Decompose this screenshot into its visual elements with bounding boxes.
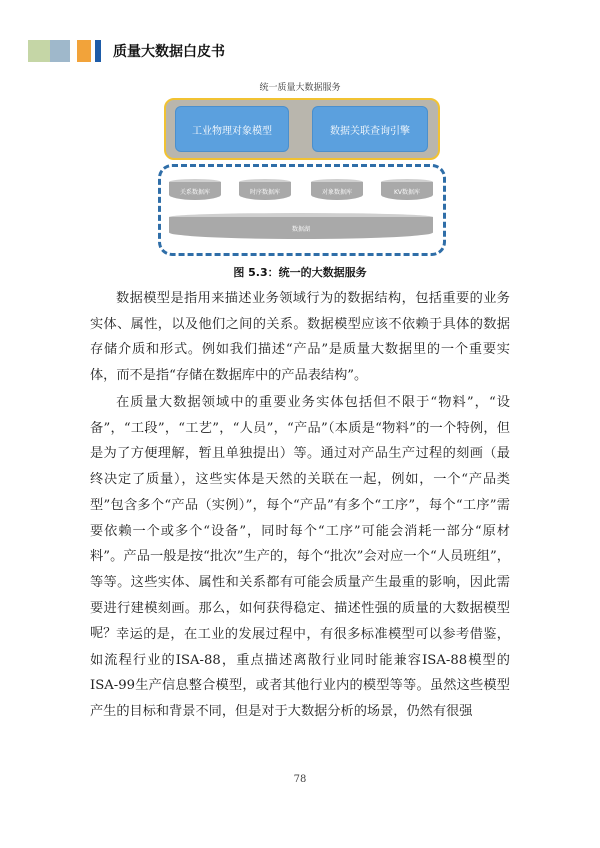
relational-db-cylinder (169, 179, 221, 203)
storage-layer-box (158, 164, 446, 256)
paragraph-3: 幸运的是，在工业的发展过程中，有很多标准模型可以参考借鉴，如流程行业的ISA-88，重点描述离散行业同时能兼容ISA-88模型的ISA-99生产信息整合模型，或者其他行业内的模型等等。虽然这些模型产生的目标和背景不同，但是对于大数据分析的场景，仍然有很强 (90, 627, 510, 720)
paragraph-1: 数据模型是指用来描述业务领域行为的数据结构，包括重要的业务实体、属性，以及他们之间的关系。数据模型应该不依赖于具体的数据存储介质和形式。例如我们描述“产品”是质量大数据里的一个重要实体，而不是指“存储在数据库中的产品表结构”。 (90, 291, 510, 384)
timeseries-db-label: 时序数据库 (239, 182, 291, 200)
object-db-cylinder (311, 179, 363, 203)
header-block-navy (95, 40, 101, 62)
query-engine-box: 数据关联查询引擎 (312, 106, 428, 152)
header-title: 质量大数据白皮书 (113, 44, 225, 60)
page-number: 78 (293, 774, 307, 785)
paragraph-2: 在质量大数据领域中的重要业务实体包括但不限于“物料”，“设备”，“工段”，“工艺”，“人员”，“产品”（本质是“物料”的一个特例，但是为了方便理解，暂且单独提出）等。通过对产品生产过程的刻画（最终决定了质量），这些实体是天然的关联在一起，例如，一个“产品类型”包含多个“产品（实例）”，每个“产品”有多个“工序”，每个“工序”需要依赖一个或多个“设备”，同时每个“工序”可能会消耗一部分“原材料”。产品一般是按“批次”生产的，每个“批次”会对应一个“人员班组”，等等。这些实体、属性和关系都有可能会质量产生最重的影响，因此需要进行建模刻画。那么，如何获得稳定、描述性强的质量的大数据模型呢？ (90, 395, 510, 642)
header-block-blue (50, 40, 70, 62)
relational-db-label: 关系数据库 (169, 182, 221, 200)
data-lake-label: 数据湖 (169, 217, 433, 239)
figure-caption: 图 5.3：统一的大数据服务 (233, 266, 367, 279)
timeseries-db-cylinder (239, 179, 291, 203)
kv-db-cylinder (381, 179, 433, 203)
data-lake-cylinder (169, 213, 433, 239)
object-db-label: 对象数据库 (311, 182, 363, 200)
figure-top-title: 统一质量大数据服务 (259, 83, 341, 93)
header-block-orange (77, 40, 91, 62)
header-block-green (28, 40, 50, 62)
physical-object-model-box: 工业物理对象模型 (175, 106, 289, 152)
page-header (28, 40, 225, 62)
kv-db-label: KV数据库 (381, 182, 433, 200)
service-layer-box (164, 98, 440, 160)
